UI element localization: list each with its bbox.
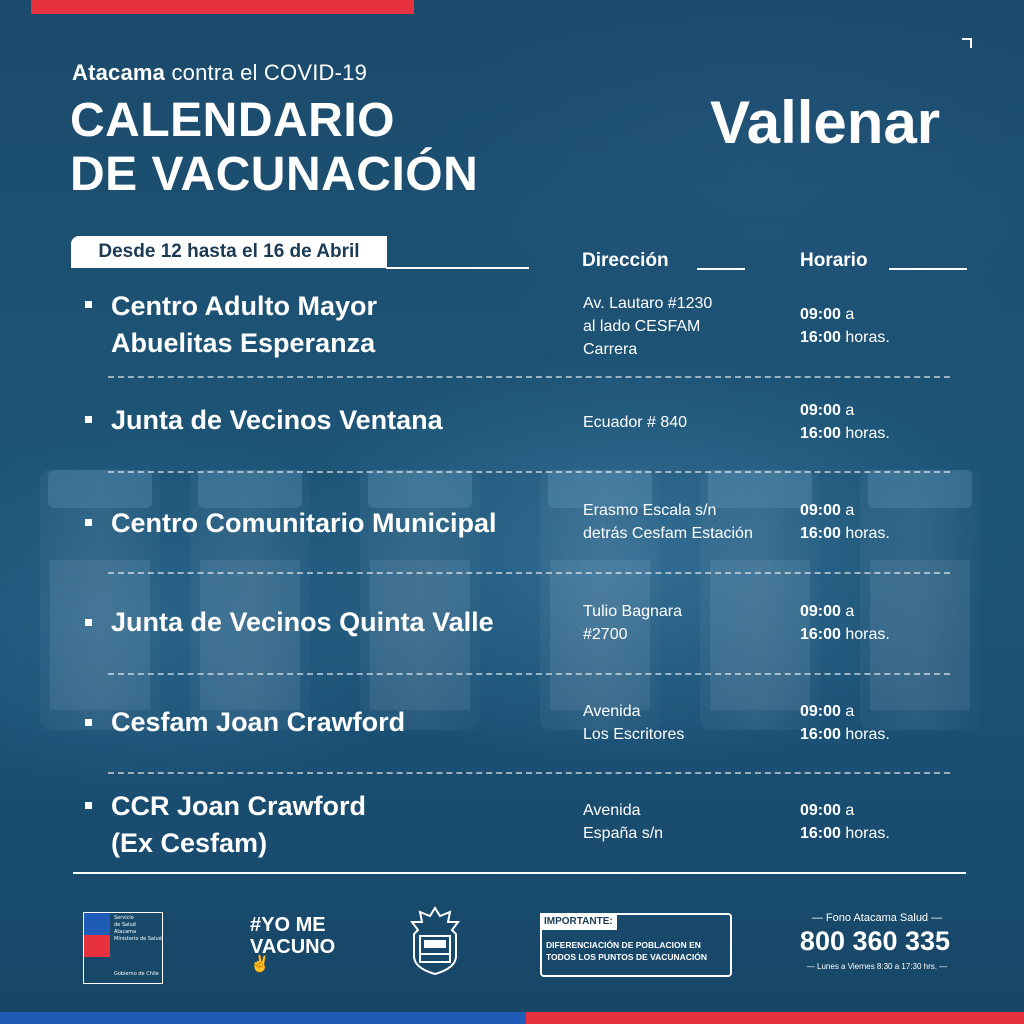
victory-hand-icon: ✌ (250, 956, 270, 973)
municipal-crest-icon (406, 906, 464, 976)
site-name (111, 604, 494, 641)
site-name-line: Cesfam Joan Crawford (111, 707, 406, 737)
end-time: 16:00 (800, 425, 841, 442)
start-time: 09:00 (800, 603, 841, 620)
row-separator (108, 376, 950, 378)
logo-text (114, 915, 162, 943)
title-line-1: CALENDARIO (70, 94, 395, 147)
site-address (583, 292, 712, 361)
address-line: Carrera (583, 341, 638, 358)
site-address (583, 600, 682, 646)
time-unit: horas. (845, 329, 890, 346)
end-time: 16:00 (800, 726, 841, 743)
yo-me-vacuno-logo (250, 914, 336, 973)
phone-number[interactable]: 800 360 335 (799, 926, 951, 956)
bullet (85, 519, 92, 526)
time-connector: a (845, 802, 855, 819)
notice-tag: IMPORTANTE: (540, 913, 617, 930)
site-name (111, 402, 443, 439)
time-unit: horas. (845, 726, 890, 743)
site-hours (800, 399, 890, 445)
bottom-red-stripe (526, 1012, 1024, 1024)
city-name: Vallenar (710, 89, 941, 156)
campaign-subtitle (72, 60, 367, 86)
time-unit: horas. (845, 525, 890, 542)
bottom-blue-stripe (0, 1012, 526, 1024)
site-name-line: Abuelitas Esperanza (111, 328, 376, 358)
page-title (70, 94, 478, 202)
campaign-line-1: #YO ME (250, 914, 326, 936)
campaign-line-2: VACUNO (250, 936, 336, 958)
time-unit: horas. (845, 825, 890, 842)
time-connector: a (845, 502, 855, 519)
end-time: 16:00 (800, 825, 841, 842)
site-address (583, 700, 684, 746)
corner-mark (962, 38, 972, 48)
phone-label: — Fono Atacama Salud — (811, 912, 943, 924)
time-connector: a (845, 306, 855, 323)
start-time: 09:00 (800, 502, 841, 519)
site-name (111, 505, 497, 542)
row-separator (108, 471, 950, 473)
time-connector: a (845, 603, 855, 620)
site-hours (800, 499, 890, 545)
start-time: 09:00 (800, 802, 841, 819)
time-unit: horas. (845, 425, 890, 442)
site-name-line: Centro Comunitario Municipal (111, 508, 497, 538)
date-range-badge: Desde 12 hasta el 16 de Abril (71, 236, 387, 268)
notice-line: TODOS LOS PUNTOS DE VACUNACIÓN (546, 952, 708, 962)
top-red-stripe (31, 0, 414, 14)
site-hours (800, 600, 890, 646)
time-connector: a (845, 402, 855, 419)
column-header-line (697, 268, 745, 270)
site-name (111, 704, 405, 741)
notice-body (546, 939, 707, 963)
start-time: 09:00 (800, 306, 841, 323)
site-name-line: Centro Adulto Mayor (111, 291, 377, 321)
bullet (85, 416, 92, 423)
logo-bottom-text: Gobierno de Chile (114, 971, 159, 977)
date-underline (386, 267, 529, 269)
time-connector: a (845, 703, 855, 720)
site-name-line: (Ex Cesfam) (111, 828, 268, 858)
gobierno-de-chile-logo (83, 912, 163, 984)
bullet (85, 719, 92, 726)
subtitle-rest: contra el COVID-19 (171, 60, 368, 85)
site-name-line: CCR Joan Crawford (111, 791, 367, 821)
site-hours (800, 799, 890, 845)
footer-divider (73, 872, 966, 874)
bullet (85, 802, 92, 809)
address-line: Avenida (583, 703, 641, 720)
bullet (85, 619, 92, 626)
site-address (583, 411, 687, 434)
logo-text-line: Atacama (114, 929, 137, 935)
notice-line: DIFERENCIACIÓN DE POBLACION EN (546, 940, 701, 950)
site-name (111, 788, 366, 862)
address-line: España s/n (583, 825, 664, 842)
logo-text-line: de Salud (114, 922, 136, 928)
row-separator (108, 673, 950, 675)
site-address (583, 799, 663, 845)
address-line: Avenida (583, 802, 641, 819)
phone-hours: — Lunes a Viernes 8:30 a 17:30 hrs. — (806, 962, 948, 971)
site-hours (800, 700, 890, 746)
end-time: 16:00 (800, 626, 841, 643)
end-time: 16:00 (800, 329, 841, 346)
column-header-line (889, 268, 967, 270)
logo-text-line: Servicio (114, 915, 134, 921)
end-time: 16:00 (800, 525, 841, 542)
address-line: detrás Cesfam Estación (583, 525, 753, 542)
site-name-line: Junta de Vecinos Quinta Valle (111, 607, 494, 637)
address-line: Av. Lautaro #1230 (583, 295, 713, 312)
region-name: Atacama (72, 60, 166, 85)
logo-text-line: Ministerio de Salud (114, 936, 162, 942)
column-header-horario: Horario (800, 250, 868, 271)
time-unit: horas. (845, 626, 890, 643)
site-name (111, 288, 377, 362)
site-name-line: Junta de Vecinos Ventana (111, 405, 443, 435)
row-separator (108, 772, 950, 774)
address-line: Ecuador # 840 (583, 414, 688, 431)
address-line: al lado CESFAM (583, 318, 701, 335)
important-notice (540, 913, 732, 977)
column-header-direccion: Dirección (582, 250, 669, 271)
start-time: 09:00 (800, 703, 841, 720)
row-separator (108, 572, 950, 574)
bullet (85, 301, 92, 308)
address-line: Los Escritores (583, 726, 685, 743)
address-line: #2700 (583, 626, 628, 643)
title-line-2: DE VACUNACIÓN (70, 148, 479, 201)
site-hours (800, 303, 890, 349)
address-line: Tulio Bagnara (583, 603, 683, 620)
address-line: Erasmo Escala s/n (583, 502, 717, 519)
start-time: 09:00 (800, 402, 841, 419)
site-address (583, 499, 753, 545)
